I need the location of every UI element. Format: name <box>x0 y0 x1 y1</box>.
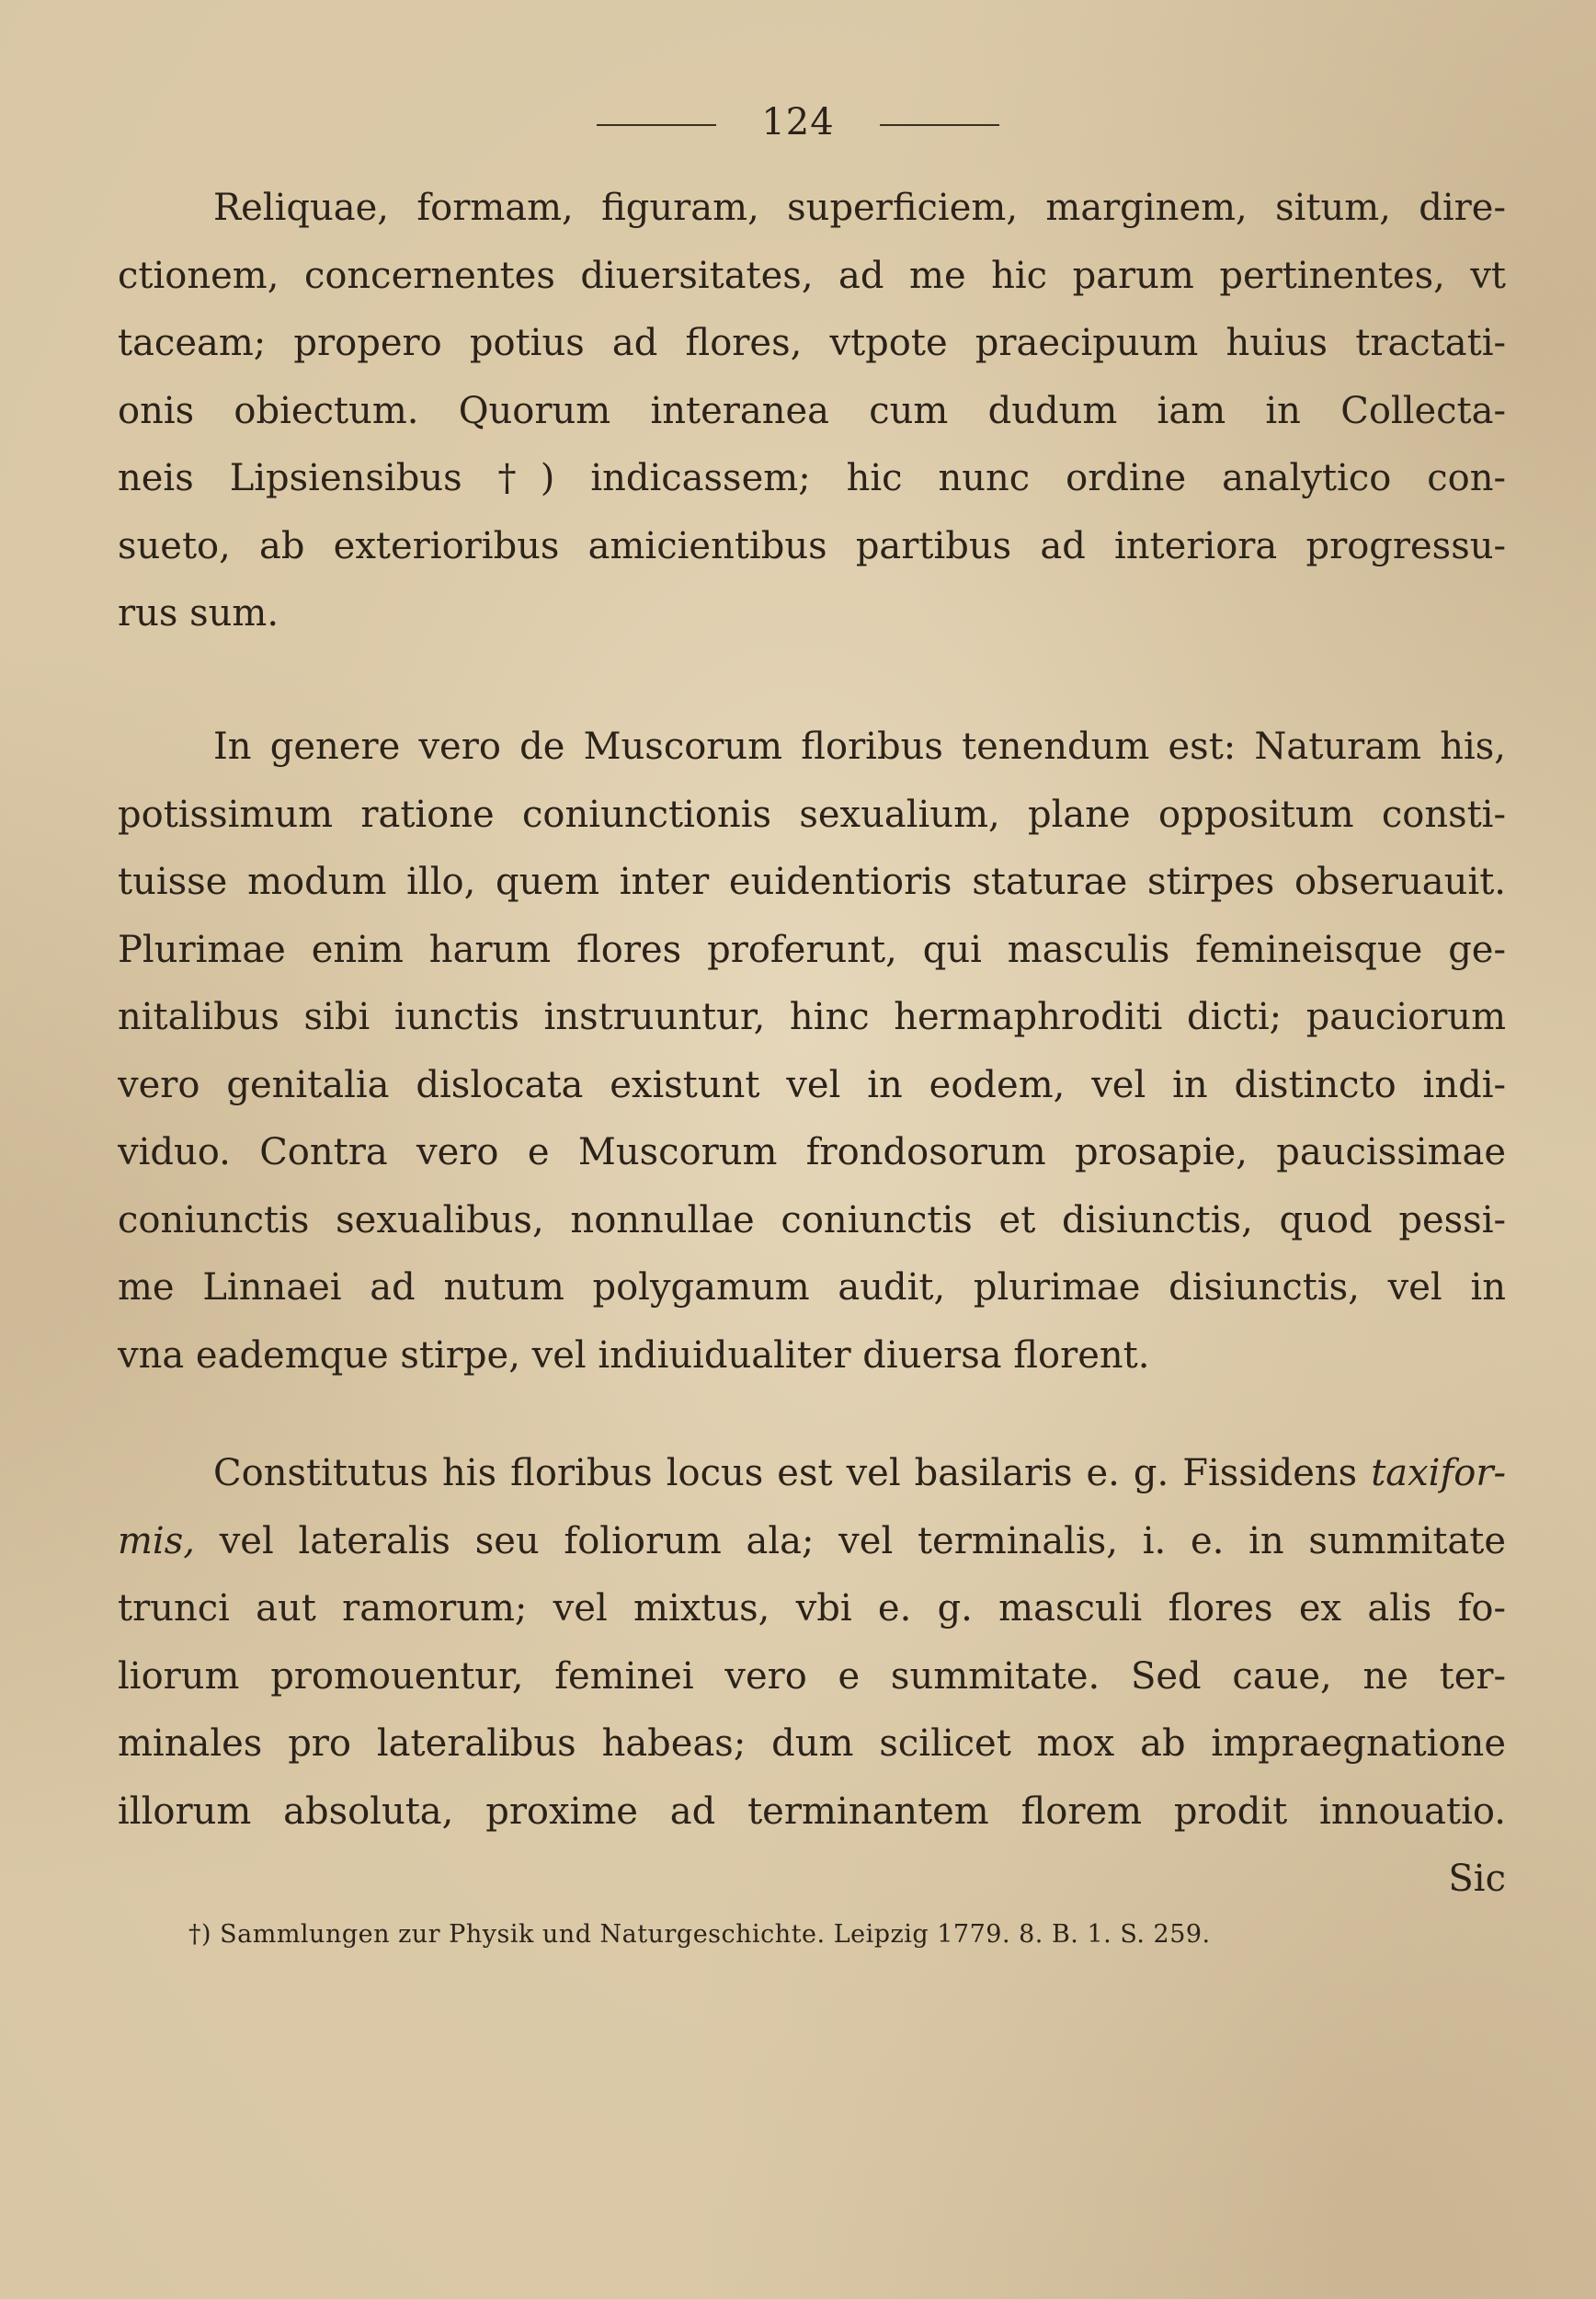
text-line: me Linnaei ad nutum polygamum audit, plurimae disiunctis, vel in <box>118 1266 1506 1309</box>
text-line: ctionem, concernentes diuersitates, ad me hic parum pertinentes, vt <box>118 254 1506 297</box>
text-line: Reliquae, formam, figuram, superficiem, marginem, situm, dire- <box>213 187 1506 229</box>
text-line: potissimum ratione coniunctionis sexualium, plane oppositum consti- <box>118 793 1506 836</box>
text-line: coniunctis sexualibus, nonnullae coniunctis et disiunctis, quod pessi- <box>118 1198 1506 1241</box>
header-rule-right <box>880 124 999 126</box>
catchword: Sic <box>1448 1858 1506 1900</box>
text-line: minales pro lateralibus habeas; dum scilicet mox ab impraegnatione <box>118 1722 1506 1765</box>
text-line: sueto, ab exterioribus amicientibus partibus ad interiora progressu- <box>118 524 1506 567</box>
text-line: viduo. Contra vero e Muscorum frondosorum prosapie, paucissimae <box>118 1131 1506 1173</box>
text-line: tuisse modum illo, quem inter euidentioris staturae stirpes obseruauit. <box>118 861 1506 903</box>
text-line: vero genitalia dislocata existunt vel in eodem, vel in distincto indi- <box>118 1063 1506 1106</box>
text-line: Plurimae enim harum flores proferunt, qui masculis femineisque ge- <box>118 928 1506 971</box>
italic-species-epithet: mis, <box>118 1519 195 1562</box>
page-number: 124 <box>761 101 835 143</box>
text-line: onis obiectum. Quorum interanea cum dudum iam in Collecta- <box>118 389 1506 432</box>
text-line: Constitutus his floribus locus est vel basilaris e. g. Fissidens taxifor- <box>213 1452 1506 1494</box>
text-line: In genere vero de Muscorum floribus tenendum est: Naturam his, <box>213 726 1506 768</box>
text-line: mis, vel lateralis seu foliorum ala; vel terminalis, i. e. in summitate <box>118 1519 1506 1562</box>
footnote: †) Sammlungen zur Physik und Naturgeschichte. Leipzig 1779. 8. B. 1. S. 259. <box>188 1920 1211 1949</box>
page-header <box>0 101 1596 143</box>
text-line: trunci aut ramorum; vel mixtus, vbi e. g. masculi flores ex alis fo- <box>118 1587 1506 1630</box>
paragraph-2 <box>118 714 1506 1390</box>
italic-species-epithet: taxifor- <box>1371 1452 1506 1494</box>
text-line: vna eademque stirpe, vel indiuidualiter diuersa florent. <box>118 1333 1150 1377</box>
text-line: nitalibus sibi iunctis instruuntur, hinc hermaphroditi dicti; pauciorum <box>118 996 1506 1038</box>
text-line: taceam; propero potius ad flores, vtpote praecipuum huius tractati- <box>118 322 1506 364</box>
text-line: illorum absoluta, proxime ad terminantem florem prodit innouatio. <box>118 1790 1506 1833</box>
text-line: liorum promouentur, feminei vero e summitate. Sed caue, ne ter- <box>118 1654 1506 1698</box>
text-line: rus sum. <box>118 592 279 635</box>
paragraph-1 <box>118 175 1506 648</box>
header-rule-left <box>597 124 716 126</box>
paragraph-3 <box>118 1440 1506 1914</box>
text-line: neis Lipsiensibus †) indicassem; hic nunc ordine analytico con- <box>118 457 1506 499</box>
